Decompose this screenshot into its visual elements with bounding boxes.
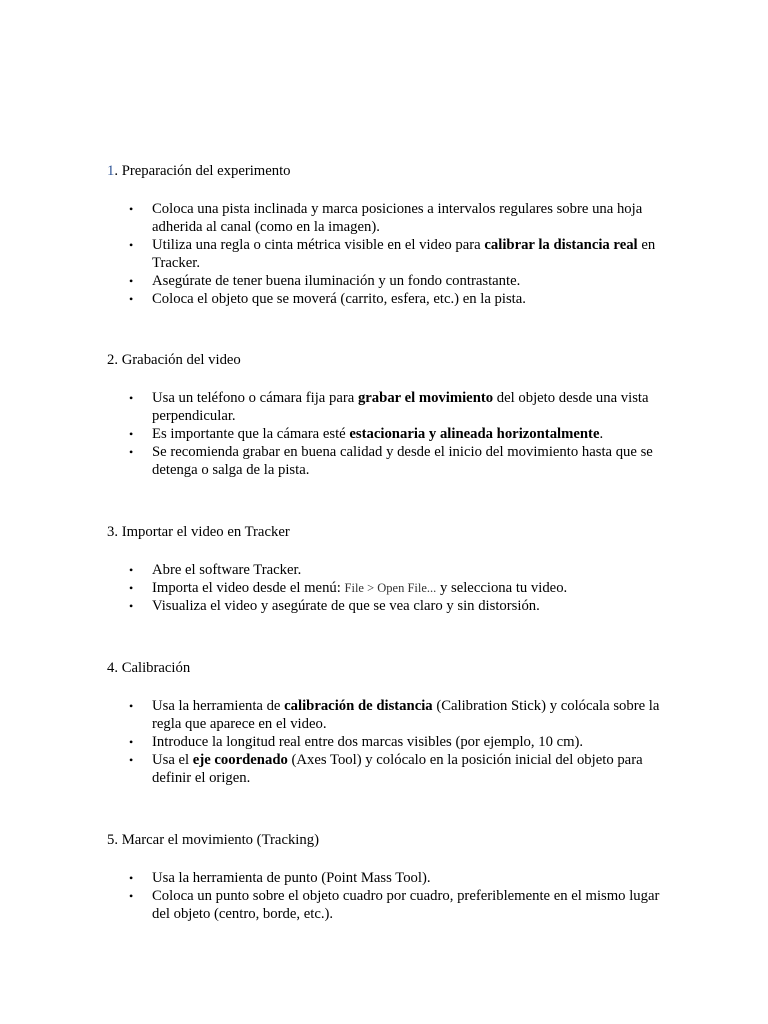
menu-path-code: File > Open File... <box>344 581 437 595</box>
section-number: 5 <box>107 832 115 848</box>
bullet-list <box>107 389 667 479</box>
section-heading <box>107 523 667 541</box>
bullet-icon: • <box>129 599 134 613</box>
list-item <box>107 869 667 887</box>
list-item <box>107 443 667 479</box>
bullet-list <box>107 869 667 923</box>
bullet-icon: • <box>129 563 134 577</box>
section-title: Importar el video en Tracker <box>121 524 290 540</box>
item-text: Usa un teléfono o cámara fija para <box>152 390 358 406</box>
bullet-list <box>107 200 667 308</box>
section-separator: . <box>114 524 122 540</box>
list-item <box>107 751 667 787</box>
section-number: 4 <box>107 660 115 676</box>
bullet-icon: • <box>129 753 134 767</box>
section-title: Grabación del video <box>121 352 241 368</box>
item-text: (Axes Tool) y colócalo en la posición inicial del objeto para definir el origen. <box>152 752 643 786</box>
section-2 <box>107 351 667 479</box>
item-text: Coloca el objeto que se moverá (carrito, esfera, etc.) en la pista. <box>152 291 526 307</box>
section-separator: . <box>114 660 122 676</box>
bullet-icon: • <box>129 871 134 885</box>
item-text: Introduce la longitud real entre dos marcas visibles (por ejemplo, 10 cm). <box>152 734 584 750</box>
bullet-icon: • <box>129 699 134 713</box>
item-text: Visualiza el video y asegúrate de que se vea claro y sin distorsión. <box>152 598 540 614</box>
bullet-icon: • <box>129 735 134 749</box>
item-text: Se recomienda grabar en buena calidad y desde el inicio del movimiento hasta que se detenga o salga de la pista. <box>152 444 653 478</box>
item-bold-text: grabar el movimiento <box>357 390 494 406</box>
list-item <box>107 290 667 308</box>
item-bold-text: calibración de distancia <box>284 698 433 714</box>
bullet-icon: • <box>129 889 134 903</box>
item-text: Abre el software Tracker. <box>152 562 302 578</box>
list-item <box>107 579 667 597</box>
item-bold-text: calibrar la distancia real <box>484 237 638 253</box>
section-number: 2 <box>107 352 115 368</box>
section-heading <box>107 162 667 180</box>
bullet-icon: • <box>129 427 134 441</box>
item-text: Usa el <box>152 752 193 768</box>
section-heading <box>107 351 667 369</box>
section-heading <box>107 831 667 849</box>
section-4 <box>107 659 667 787</box>
list-item <box>107 389 667 425</box>
item-text: Usa la herramienta de <box>152 698 285 714</box>
list-item <box>107 733 667 751</box>
item-text: Asegúrate de tener buena iluminación y un fondo contrastante. <box>152 273 521 289</box>
section-number: 1 <box>107 163 115 179</box>
item-bold-text: estacionaria y alineada horizontalmente <box>349 426 600 442</box>
item-text: Importa el video desde el menú: <box>152 580 345 596</box>
bullet-list <box>107 697 667 787</box>
section-title: Preparación del experimento <box>121 163 291 179</box>
item-text: del objeto desde una vista perpendicular. <box>152 390 649 424</box>
list-item <box>107 236 667 272</box>
item-bold-text: eje coordenado <box>192 752 288 768</box>
item-text: Es importante que la cámara esté <box>152 426 350 442</box>
list-item <box>107 425 667 443</box>
section-5 <box>107 831 667 923</box>
bullet-list <box>107 561 667 615</box>
bullet-icon: • <box>129 292 134 306</box>
section-title: Marcar el movimiento (Tracking) <box>121 832 319 848</box>
section-separator: . <box>114 163 122 179</box>
item-text: en Tracker. <box>152 237 656 271</box>
item-text: Utiliza una regla o cinta métrica visible en el video para <box>152 237 485 253</box>
item-text: (Calibration Stick) y colócala sobre la regla que aparece en el video. <box>152 698 660 732</box>
bullet-icon: • <box>129 391 134 405</box>
item-text: . <box>599 426 604 442</box>
list-item <box>107 200 667 236</box>
list-item <box>107 887 667 923</box>
list-item <box>107 697 667 733</box>
bullet-icon: • <box>129 445 134 459</box>
section-separator: . <box>114 352 122 368</box>
bullet-icon: • <box>129 238 134 252</box>
section-number: 3 <box>107 524 115 540</box>
section-1 <box>107 162 667 308</box>
list-item <box>107 561 667 579</box>
list-item <box>107 272 667 290</box>
section-separator: . <box>114 832 122 848</box>
list-item <box>107 597 667 615</box>
bullet-icon: • <box>129 202 134 216</box>
section-3 <box>107 523 667 615</box>
item-text: Usa la herramienta de punto (Point Mass Tool). <box>152 870 431 886</box>
section-heading <box>107 659 667 677</box>
bullet-icon: • <box>129 581 134 595</box>
item-text: y selecciona tu video. <box>436 580 568 596</box>
item-text: Coloca una pista inclinada y marca posiciones a intervalos regulares sobre una hoja adherida al canal (como en la imagen). <box>152 201 643 235</box>
section-title: Calibración <box>121 660 191 676</box>
item-text: Coloca un punto sobre el objeto cuadro por cuadro, preferiblemente en el mismo lugar del objeto (centro, borde, etc.). <box>152 888 660 922</box>
bullet-icon: • <box>129 274 134 288</box>
